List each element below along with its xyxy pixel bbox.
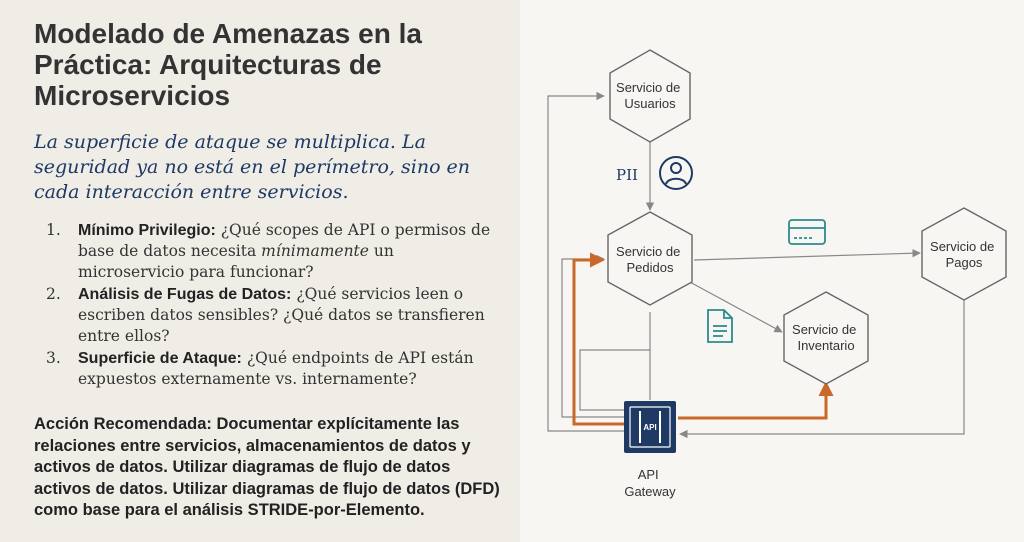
document-icon <box>708 310 732 342</box>
page-title: Modelado de Amenazas en la Práctica: Arquitecturas de Microservicios <box>34 18 422 111</box>
list-item-text: ¿Qué servicios leen o escriben datos sensibles? ¿Qué datos se transfieren entre ellos? <box>78 285 485 345</box>
list-item-label: Análisis de Fugas de Datos: <box>78 286 292 303</box>
edge-pedidos-to-pagos <box>694 253 920 260</box>
node-pagos-label: Servicio de Pagos <box>930 239 995 270</box>
subtitle: La superficie de ataque se multiplica. La seguridad ya no está en el perímetro, sino en cada interacción entre servicios. <box>34 131 471 203</box>
pii-label: PII <box>616 166 638 184</box>
list-item-text: ¿Qué endpoints de API están expuestos externamente vs. internamente? <box>78 349 474 388</box>
user-icon <box>660 157 692 189</box>
list-item-label: Mínimo Privilegio: <box>78 222 216 239</box>
list-item-text: ¿Qué scopes de API o permisos de base de datos necesita <box>78 221 491 260</box>
api-gateway-icon-text: API <box>643 423 657 432</box>
list-item-emphasis: mínimamente <box>261 242 369 260</box>
list-number: 2. <box>46 285 61 303</box>
credit-card-icon <box>789 220 825 244</box>
list-number: 1. <box>46 221 61 239</box>
node-pagos <box>922 208 1006 300</box>
node-usuarios-label: Servicio de Usuarios <box>616 80 681 111</box>
list-item-label: Superficie de Ataque: <box>78 350 242 367</box>
list-item-text: un microservicio para funcionar? <box>78 242 394 281</box>
recommended-action: Acción Recomendada: Documentar explícitamente las relaciones entre servicios, almacenamientos de datos y activos de datos. Utilizar diagramas de flujo de datos activos de datos. Utilizar diagramas de flujo de datos (DFD) como base para el análisis STRIDE-por-Elemento. <box>34 415 500 519</box>
edge-gateway-inner <box>580 312 650 410</box>
edge-pedidos-to-inventario <box>688 281 782 332</box>
api-gateway-icon <box>624 401 676 453</box>
list-number: 3. <box>46 349 61 367</box>
edge-highlight-gateway-to-inventario <box>678 384 826 418</box>
node-gateway-label: API Gateway <box>624 467 676 499</box>
node-pedidos-label: Servicio de Pedidos <box>616 244 681 275</box>
node-inventario-label: Servicio de Inventario <box>792 322 857 353</box>
